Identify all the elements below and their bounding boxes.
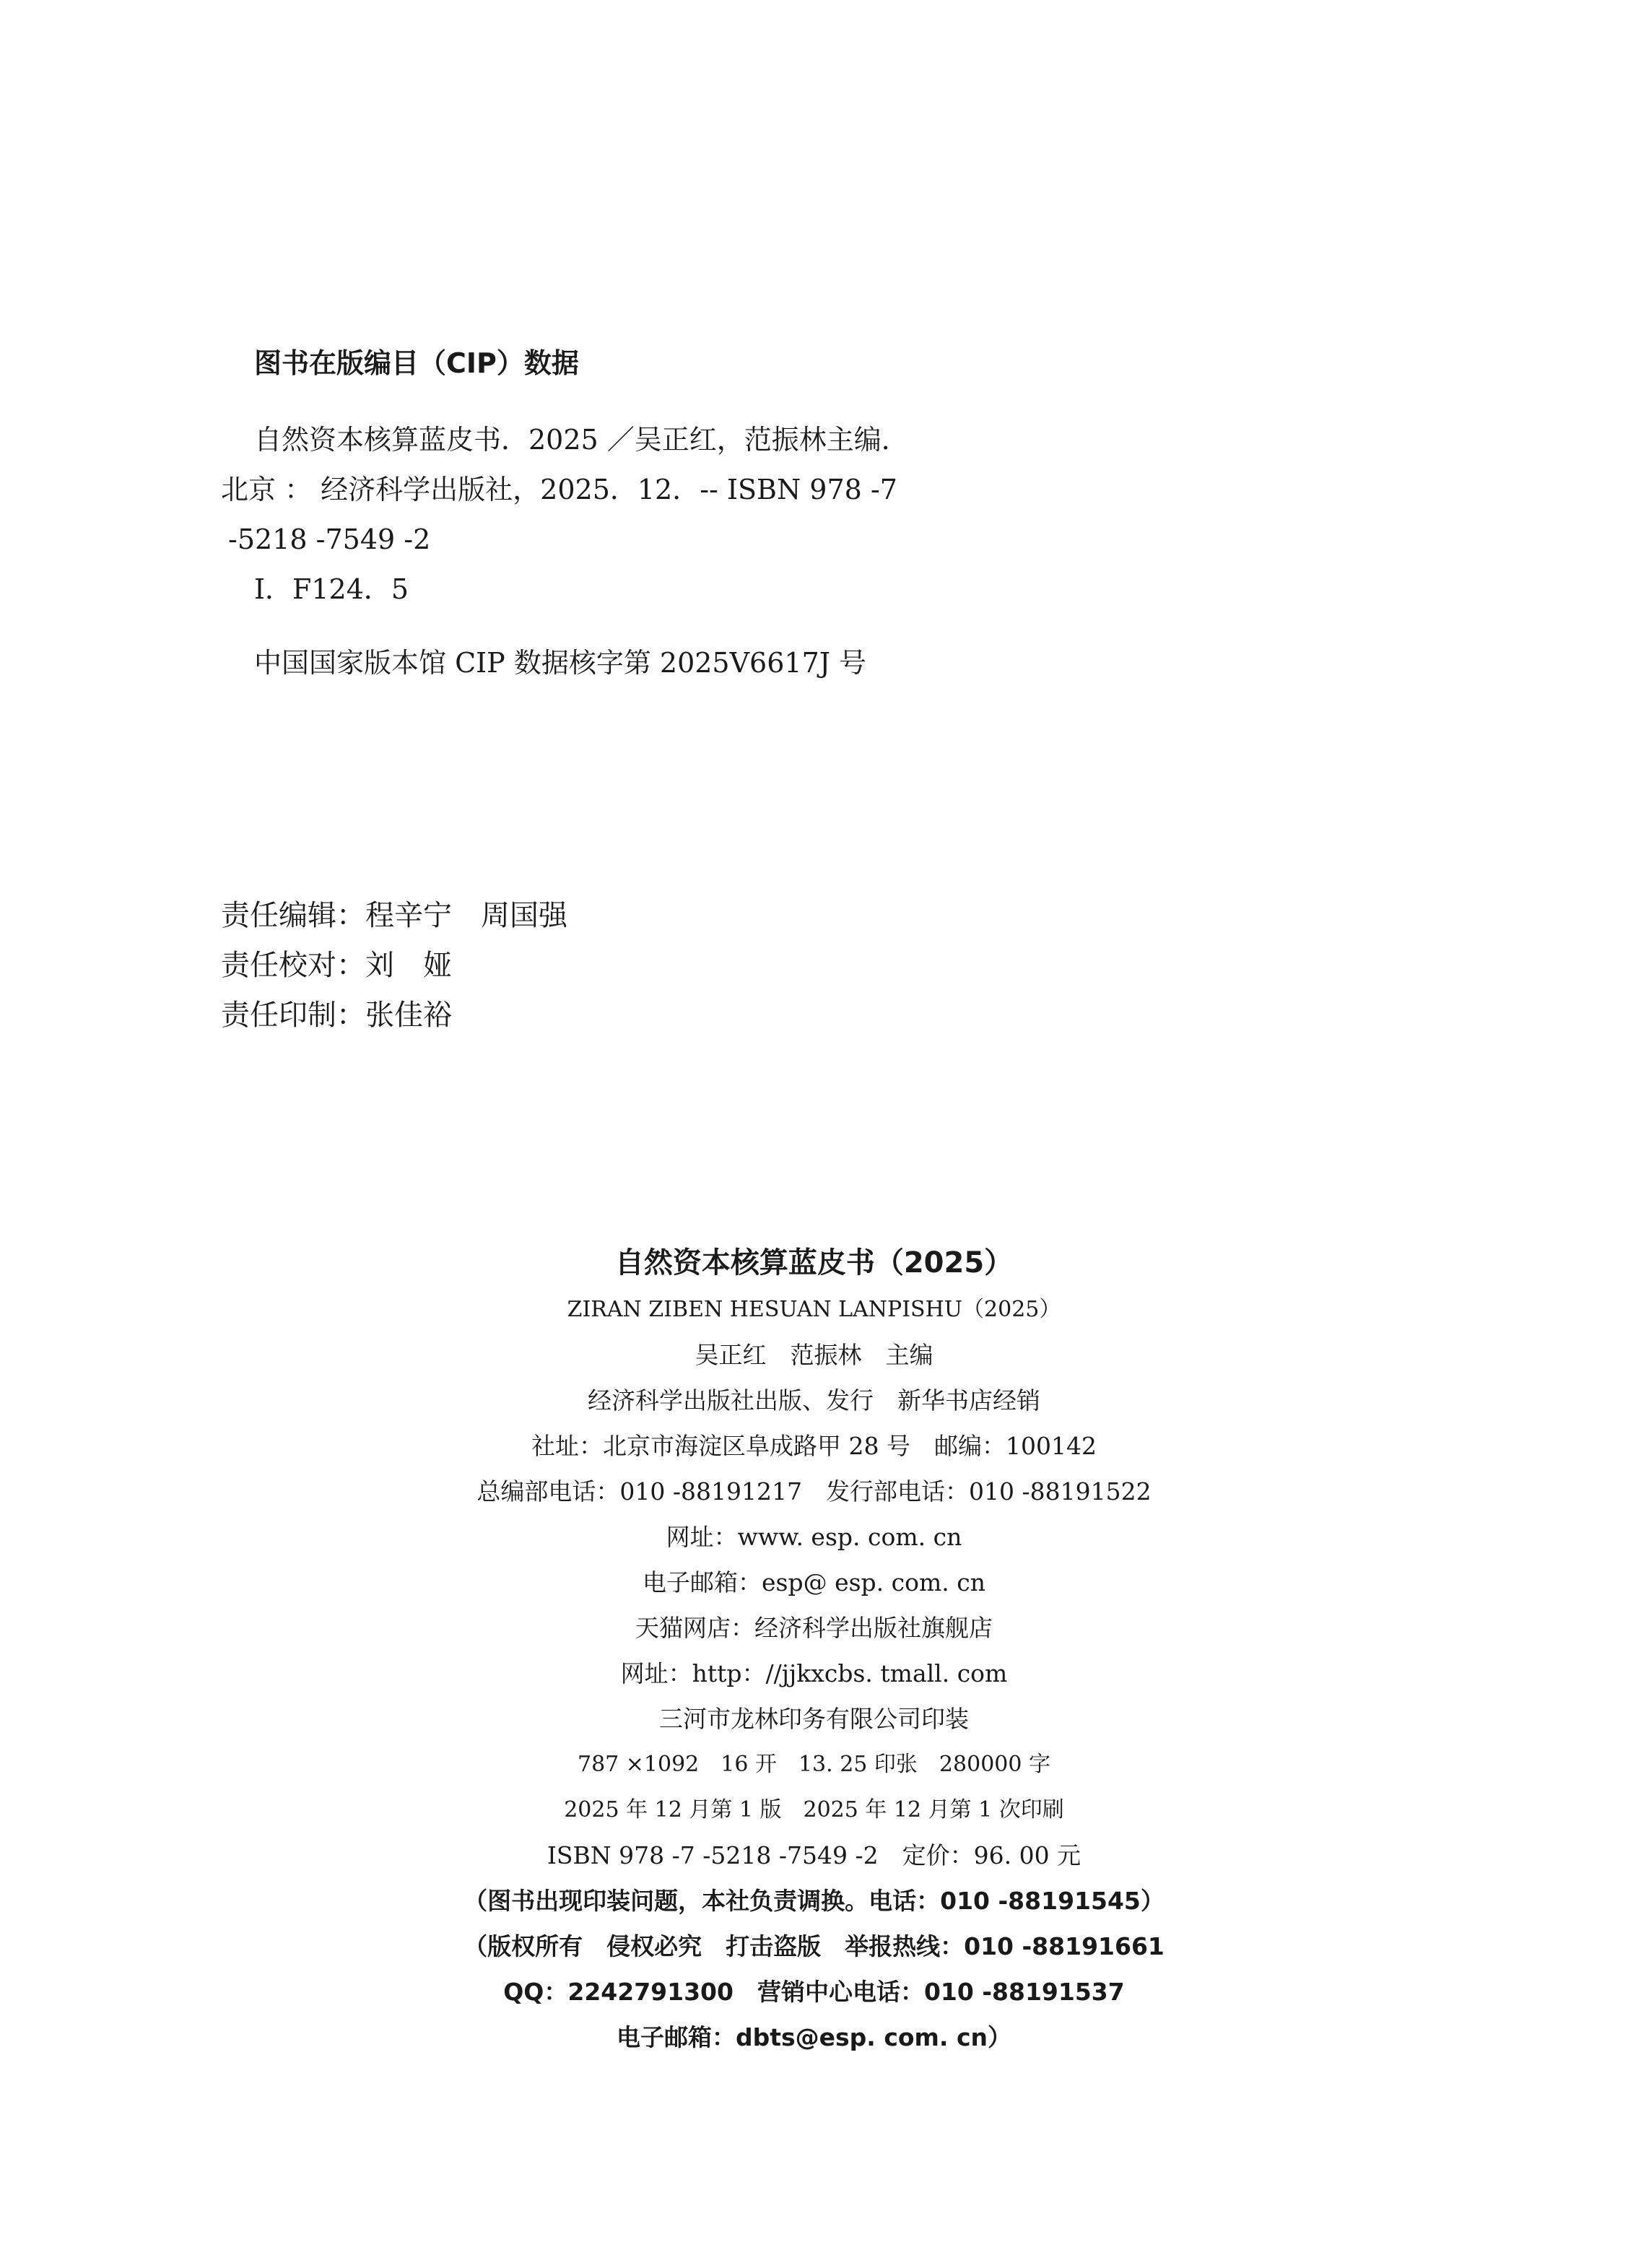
colophon xyxy=(0,1239,1628,2060)
responsible-editor: 责任编辑：程辛宁 周国强 xyxy=(221,899,567,932)
colophon-address: 社址：北京市海淀区阜成路甲 28 号 邮编：100142 xyxy=(531,1432,1097,1460)
colophon-format: 787 ×1092 16 开 13. 25 印张 280000 字 xyxy=(577,1752,1050,1777)
colophon-title-pinyin: ZIRAN ZIBEN HESUAN LANPISHU（2025） xyxy=(567,1297,1061,1322)
colophon-title: 自然资本核算蓝皮书（2025） xyxy=(614,1246,1014,1279)
colophon-edition: 2025 年 12 月第 1 版 2025 年 12 月第 1 次印刷 xyxy=(564,1797,1064,1822)
responsible-proofreader: 责任校对：刘 娅 xyxy=(221,949,452,982)
colophon-email: 电子邮箱：esp@ esp. com. cn xyxy=(642,1568,985,1596)
colophon-publisher: 经济科学出版社出版、发行 新华书店经销 xyxy=(588,1386,1040,1415)
colophon-notice-qq: QQ：2242791300 营销中心电话：010 -88191537 xyxy=(503,1978,1125,2006)
colophon-tmall-store: 天猫网店：经济科学出版社旗舰店 xyxy=(635,1614,993,1642)
colophon-tmall-url: 网址：http：//jjkxcbs. tmall. com xyxy=(620,1659,1008,1687)
cip-heading: 图书在版编目（CIP）数据 xyxy=(254,347,579,379)
cip-line-title: 自然资本核算蓝皮书．2025 ／吴正红，范振林主编． xyxy=(254,424,909,456)
colophon-website: 网址：www. esp. com. cn xyxy=(666,1523,962,1551)
colophon-notice-quality: （图书出现印装问题，本社负责调换。电话：010 -88191545） xyxy=(463,1887,1165,1915)
colophon-isbn-price: ISBN 978 -7 -5218 -7549 -2 定价：96. 00 元 xyxy=(547,1841,1081,1869)
colophon-notice-rights: （版权所有 侵权必究 打击盗版 举报热线：010 -88191661 xyxy=(463,1932,1165,1960)
cip-record-number: 中国国家版本馆 CIP 数据核字第 2025V6617J 号 xyxy=(254,647,867,679)
cip-line-publisher: 北京 ： 经济科学出版社，2025．12．-- ISBN 978 -7 xyxy=(221,474,897,505)
colophon-printer: 三河市龙林印务有限公司印装 xyxy=(659,1705,969,1733)
cip-line-isbn: -5218 -7549 -2 xyxy=(228,523,431,555)
colophon-editors: 吴正红 范振林 主编 xyxy=(695,1341,933,1369)
cip-line-classification: Ⅰ．F124．5 xyxy=(254,573,409,605)
colophon-notice-email: 电子邮箱：dbts@esp. com. cn） xyxy=(616,2023,1012,2051)
colophon-phones: 总编部电话：010 -88191217 发行部电话：010 -88191522 xyxy=(476,1477,1152,1506)
responsible-printing: 责任印制：张佳裕 xyxy=(221,999,452,1032)
